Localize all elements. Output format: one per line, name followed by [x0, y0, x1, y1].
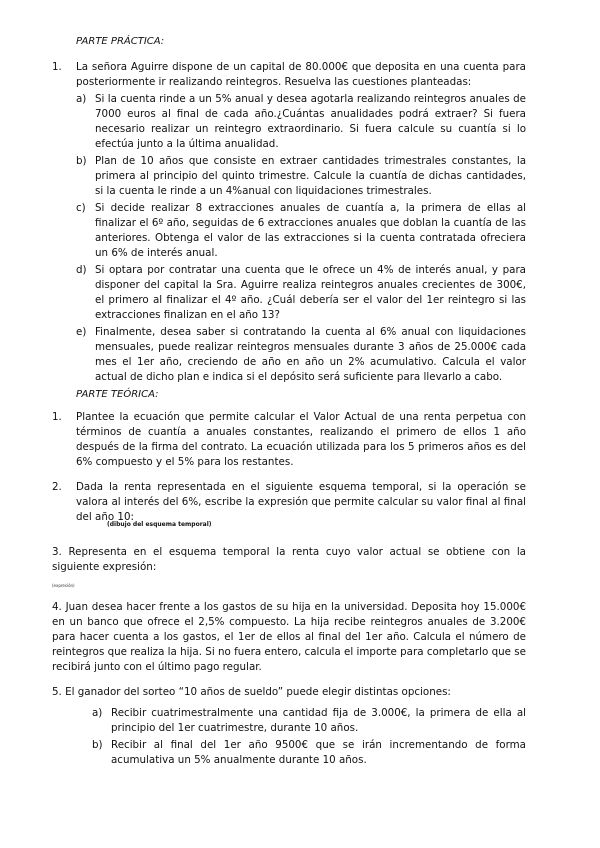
- teorica-title: PARTE TEÓRICA:: [76, 389, 159, 400]
- q5-subitem-b: b) Recibir al final del 1er año 9500€ que se irán incrementando de forma acumulativa un 5% anualmente durante 10 años.: [92, 739, 526, 766]
- practica-title: PARTE PRÁCTICA:: [76, 36, 165, 47]
- teorica-question-2: 2. Dada la renta representada en el siguiente esquema temporal, si la operación se valora al interés del 6%, escribe la expresión que permite calcular su valor final al final del año 10:: [52, 481, 526, 523]
- q5-subitem-a: a) Recibir cuatrimestralmente una cantidad fija de 3.000€, la primera de ella al principio del 1er cuatrimestre, durante 10 años.: [92, 707, 526, 734]
- question-intro: La señora Aguirre dispone de un capital de 80.000€ que deposita en una cuenta para posteriormente ir realizando reintegros. Resuelva las cuestiones planteadas:: [76, 61, 526, 88]
- question-5-intro: 5. El ganador del sorteo “10 años de sueldo” puede elegir distintas opciones:: [52, 686, 451, 698]
- teorica-question-4: 4. Juan desea hacer frente a los gastos de su hija en la universidad. Deposita hoy 15.000€ en un banco que ofrece el 2,5% compuesto. La hija recibe reintegros anuales de 3.200€ para hacer cuenta a los gastos, el 1er de ellos al final del 1er año. Calcula el número de reintegros que realiza la hija. Si no fuera entero, calcula el importe para completarlo que se recibirá junto con el último pago regular.: [52, 601, 526, 673]
- practica-question-1: [52, 60, 526, 385]
- teorica-question-3: 3. Representa en el esquema temporal la renta cuyo valor actual se obtiene con la siguiente expresión:: [52, 546, 526, 573]
- teorica-question-1: 1. Plantee la ecuación que permite calcular el Valor Actual de una renta perpetua con términos de cuantía a anuales constantes, realizando el primero de ellos 1 año después de la firma del contrato. La ecuación utilizada para los 5 primeros años es del 6% compuesto y el 5% para los restantes.: [52, 411, 526, 468]
- subitem-a: a) Si la cuenta rinde a un 5% anual y desea agotarla realizando reintegros anuales de 7000 euros al final de cada año.¿Cuántas anualidades podrá extraer? Si fuera necesario realizar un reintegro extraordinario. Si fuera calcule su cuantía si lo efectúa junto a la última anualidad.: [76, 93, 526, 150]
- question-number: 1.: [52, 61, 62, 73]
- teorica-question-5: [52, 685, 526, 768]
- subitem-e: e) Finalmente, desea saber si contratando la cuenta al 6% anual con liquidaciones mensuales, puede realizar reintegros mensuales durante 3 años de 25.000€ cada mes el 1er año, creciendo de año en año un 2% acumulativo. Calcula el valor actual de dicho plan e indica si el depósito será suficiente para llevarlo a cabo.: [76, 326, 526, 383]
- esquema-placeholder: (dibujo del esquema temporal): [107, 521, 212, 528]
- subitem-c: c) Si decide realizar 8 extracciones anuales de cuantía a, la primera de ellas al finalizar el 6º año, seguidas de 6 extracciones anuales que doblan la cuantía de las anteriores. Obtenga el valor de las extracciones si la cuenta contratada ofreciera un 6% de interés anual.: [76, 202, 526, 259]
- expresion-placeholder: (expresión): [52, 583, 75, 588]
- subitem-b: b) Plan de 10 años que consiste en extraer cantidades trimestrales constantes, la primera al principio del quinto trimestre. Calcule la cuantía de dichas cantidades, si la cuenta le rinde a un 4%anual con liquidaciones trimestrales.: [76, 155, 526, 197]
- subitem-d: d) Si optara por contratar una cuenta que le ofrece un 4% de interés anual, y para disponer del capital la Sra. Aguirre realiza reintegros anuales crecientes de 300€, el primero al finalizar el 4º año. ¿Cuál debería ser el valor del 1er reintegro si las extracciones finalizan en el año 13?: [76, 264, 526, 321]
